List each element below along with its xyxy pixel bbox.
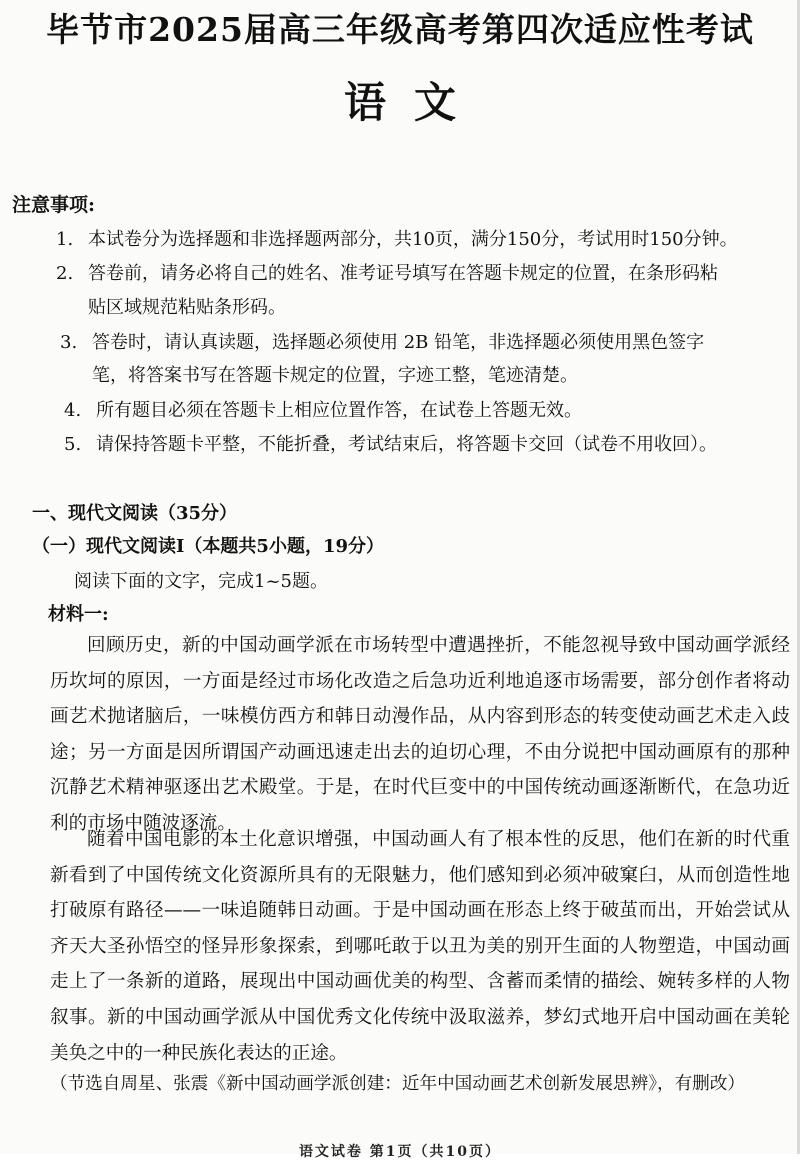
notes-heading: 注意事项: bbox=[12, 194, 96, 216]
note-number: 5. bbox=[64, 434, 82, 455]
note-text: 本试卷分为选择题和非选择题两部分，共10页，满分150分，考试用时150分钟。 bbox=[88, 229, 738, 250]
paragraph-2: 随着中国电影的本土化意识增强，中国动画人有了根本性的反思，他们在新的时代重新看到了中国传统文化资源所具有的无限魅力，他们感知到必须冲破窠臼，从而创造性地打破原有路径——一味追随韩日动画。于是中国动画在形态上终于破茧而出，开始尝试从齐天大圣孙悟空的怪异形象探索，到哪吒敢于以丑为美的别开生面的人物塑造，中国动画走上了一条新的道路，展现出中国动画优美的构型、含蓄而柔情的描绘、婉转多样的人物叙事。新的中国动画学派从中国优秀文化传统中汲取滋养，梦幻式地开启中国动画在美轮美奂之中的一种民族化表达的正途。 bbox=[50, 829, 790, 1064]
note-item-1 bbox=[56, 222, 738, 258]
note-item-3 bbox=[60, 325, 704, 361]
reading-instruction: 阅读下面的文字，完成1~5题。 bbox=[74, 571, 328, 592]
page-footer: 语文试卷 第1页（共10页） bbox=[298, 1144, 502, 1160]
note-item-2-continued: 贴区域规范粘贴条形码。 bbox=[88, 297, 286, 318]
note-item-3-continued: 笔，将答案书写在答题卡规定的位置，字迹工整，笔迹清楚。 bbox=[92, 365, 578, 386]
note-item-5 bbox=[64, 427, 717, 463]
subject-title: 语文 bbox=[343, 78, 484, 127]
source-citation: （节选自周星、张震《新中国动画学派创建：近年中国动画艺术创新发展思辨》，有删改） bbox=[50, 1074, 745, 1094]
note-number: 4. bbox=[64, 400, 82, 421]
note-text: 答卷前，请务必将自己的姓名、准考证号填写在答题卡规定的位置，在条形码粘 bbox=[88, 263, 718, 284]
material-label: 材料一: bbox=[48, 604, 109, 625]
section-heading: 一、现代文阅读（35分） bbox=[32, 503, 238, 524]
note-text: 请保持答题卡平整，不能折叠，考试结束后，将答题卡交回（试卷不用收回）。 bbox=[96, 434, 717, 455]
note-number: 2. bbox=[56, 263, 74, 284]
note-item-2 bbox=[56, 256, 718, 292]
exam-title: 毕节市2025届高三年级高考第四次适应性考试 bbox=[46, 10, 754, 49]
note-number: 1. bbox=[56, 229, 74, 250]
note-number: 3. bbox=[60, 332, 78, 353]
note-text: 所有题目必须在答题卡上相应位置作答，在试卷上答题无效。 bbox=[96, 400, 582, 421]
note-item-4 bbox=[64, 393, 582, 429]
paragraph-1: 回顾历史，新的中国动画学派在市场转型中遭遇挫折，不能忽视导致中国动画学派经历坎坷的原因，一方面是经过市场化改造之后急功近利地追逐市场需要，部分创作者将动画艺术抛诸脑后，一味模仿西方和韩日动漫作品，从内容到形态的转变使动画艺术走入歧途；另一方面是因所谓国产动画迅速走出去的迫切心理，不由分说把中国动画原有的那种沉静艺术精神驱逐出艺术殿堂。于是，在时代巨变中的中国传统动画逐渐断代，在急功近利的市场中随波逐流。 bbox=[50, 635, 790, 834]
subsection-heading: （一）现代文阅读Ⅰ（本题共5小题，19分） bbox=[32, 536, 384, 557]
note-text: 答卷时，请认真读题，选择题必须使用 2B 铅笔，非选择题必须使用黑色签字 bbox=[92, 332, 705, 353]
